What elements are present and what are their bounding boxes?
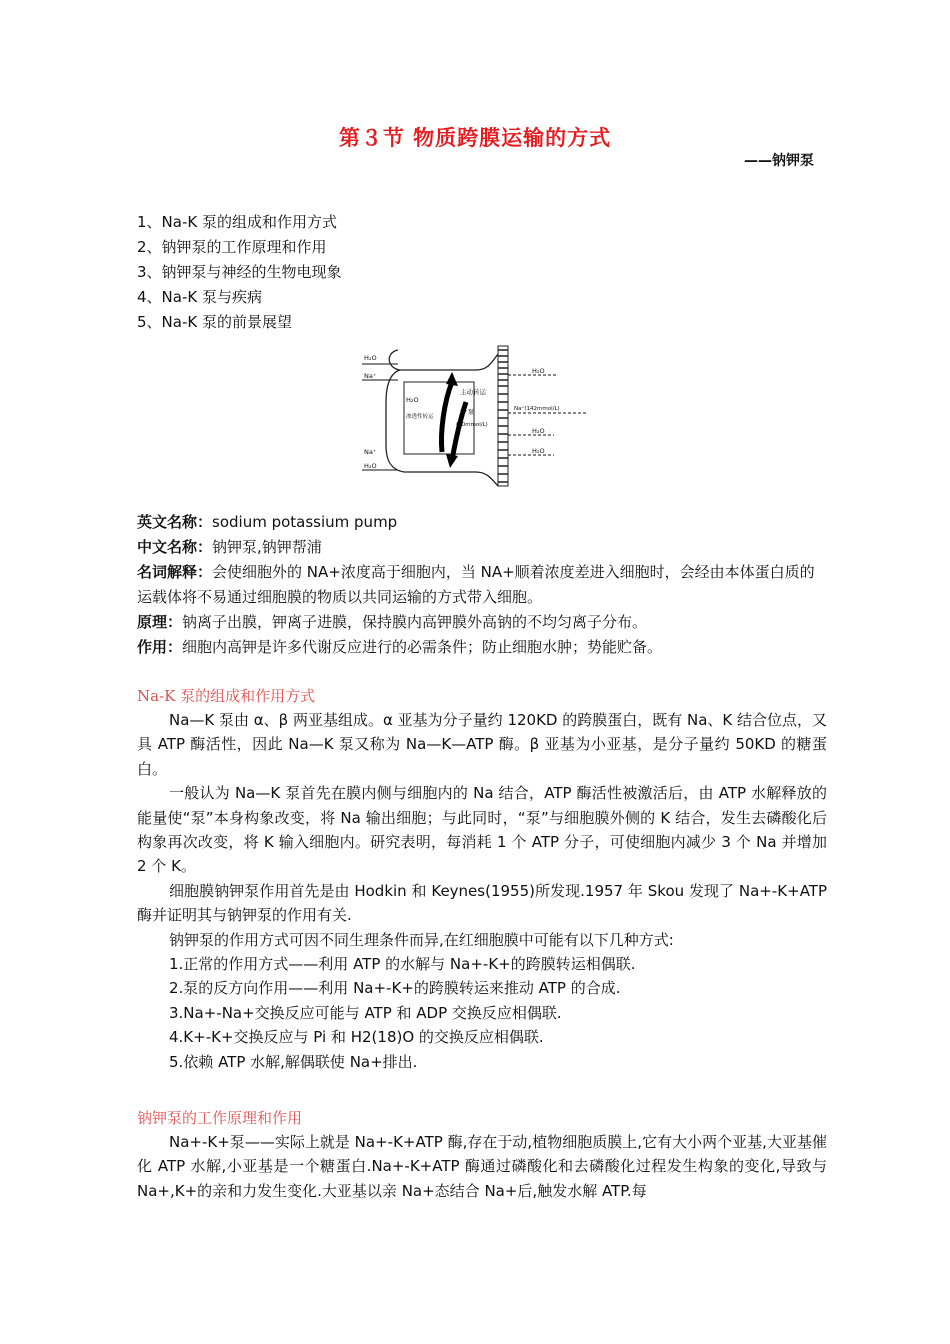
cell-membrane (498, 346, 508, 486)
principle-label: 原理： (137, 613, 183, 631)
list-item: 1.正常的作用方式——利用 ATP 的水解与 Na+-K+的跨膜转运相偶联. (169, 955, 636, 974)
page-subtitle: ——钠钾泵 (744, 153, 814, 169)
figure-label: Na⁺ (364, 372, 377, 380)
figure-label: (10mmol/L) (456, 422, 488, 428)
figure-label: H₂O (364, 354, 377, 362)
english-name-label: 英文名称： (137, 513, 213, 531)
term-label: 名词解释： (137, 563, 213, 581)
term-value: 会使细胞外的 NA+浓度高于细胞内，当 NA+顺着浓度差进入细胞时，会经由本体蛋白质的运载体将不易通过细胞膜的物质以共同运输的方式带入细胞。 (137, 563, 815, 606)
principle-value: 钠离子出膜，钾离子进膜，保持膜内高钾膜外高钠的不均匀离子分布。 (182, 613, 648, 631)
toc-item: 2、钠钾泵的工作原理和作用 (137, 238, 327, 256)
figure-label: 主动转运 (460, 388, 486, 396)
english-name-row (137, 510, 827, 535)
sodium-potassium-pump-diagram (356, 342, 592, 498)
table-of-contents (137, 210, 342, 335)
page-title: 第３节 物质跨膜运输的方式 (338, 126, 612, 150)
figure-label: Na⁺ (364, 448, 377, 456)
toc-item: 3、钠钾泵与神经的生物电现象 (137, 263, 342, 281)
paragraph: 细胞膜钠钾泵作用首先是由 Hodkin 和 Keynes(1955)所发现.1957 年 Skou 发现了 Na+-K+ATP 酶并证明其与钠钾泵的作用有关. (137, 881, 827, 925)
section-composition (137, 684, 827, 1074)
section-working-principle (137, 1106, 827, 1203)
figure-label: Na⁺(142mmol/L) (514, 406, 560, 412)
paragraph: 一般认为 Na—K 泵首先在膜内侧与细胞内的 Na 结合，ATP 酶活性被激活后，由 ATP 水解释放的能量使“泵”本身构象改变，将 Na 输出细胞；与此同时，“泵”与细胞膜外侧的 K 结合，发生去磷酸化后构象再次改变，将 K 输入细胞内。研究表明，每消耗 1 个 ATP 分子，可使细胞内减少 3 个 Na 并增加 2 个 K。 (137, 784, 827, 876)
paragraph: Na—K 泵由 α、β 两亚基组成。α 亚基为分子量约 120KD 的跨膜蛋白，既有 Na、K 结合位点，又具 ATP 酶活性，因此 Na—K 泵又称为 Na—K—ATP 酶。β 亚基为小亚基，是分子量约 50KD 的糖蛋白。 (137, 711, 828, 778)
paragraph: Na+-K+泵——实际上就是 Na+-K+ATP 酶,存在于动,植物细胞质膜上,它有大小两个亚基,大亚基催化 ATP 水解,小亚基是一个糖蛋白.Na+-K+ATP 酶通过磷酸化和去磷酸化过程发生构象的变化,导致与 Na+,K+的亲和力发生变化.大亚基以亲 Na+态结合 Na+后,触发水解 ATP.每 (137, 1133, 827, 1200)
toc-item: 1、Na-K 泵的组成和作用方式 (137, 213, 337, 231)
list-item: 4.K+-K+交换反应与 Pi 和 H2(18)O 的交换反应相偶联. (169, 1028, 544, 1047)
list-item: 3.Na+-Na+交换反应可能与 ATP 和 ADP 交换反应相偶联. (169, 1003, 562, 1022)
figure-label: H₂O (406, 396, 419, 404)
section-heading: Na-K 泵的组成和作用方式 (137, 687, 316, 705)
paragraph: 钠钾泵的作用方式可因不同生理条件而异,在红细胞膜中可能有以下几种方式: (169, 930, 674, 949)
toc-item: 5、Na-K 泵的前景展望 (137, 313, 292, 331)
principle-row (137, 610, 827, 635)
pump-arrow-up (441, 382, 452, 452)
definition-block (137, 510, 827, 660)
chinese-name-value: 钠钾泵,钠钾帮浦 (212, 538, 322, 556)
figure-label: H₂O (364, 462, 377, 470)
list-item: 2.泵的反方向作用——利用 Na+-K+的跨膜转运来推动 ATP 的合成. (169, 979, 621, 998)
english-name-value: sodium potassium pump (212, 513, 398, 531)
figure-label: H₂O (532, 447, 545, 455)
function-value: 细胞内高钾是许多代谢反应进行的必需条件；防止细胞水肿；势能贮备。 (182, 638, 663, 656)
figure-label: H₂O (532, 427, 545, 435)
term-definition-row (137, 560, 827, 610)
chinese-name-label: 中文名称： (137, 538, 213, 556)
function-row (137, 635, 827, 660)
toc-item: 4、Na-K 泵与疾病 (137, 288, 262, 306)
section-heading: 钠钾泵的工作原理和作用 (137, 1109, 303, 1127)
figure-label: H₂O (532, 367, 545, 375)
function-label: 作用： (137, 638, 183, 656)
figure-label: 渗透性转运 (406, 414, 434, 420)
figure-label: K⁺泵 (460, 408, 475, 416)
list-item: 5.依赖 ATP 水解,解偶联使 Na+排出. (169, 1052, 418, 1071)
chinese-name-row (137, 535, 827, 560)
